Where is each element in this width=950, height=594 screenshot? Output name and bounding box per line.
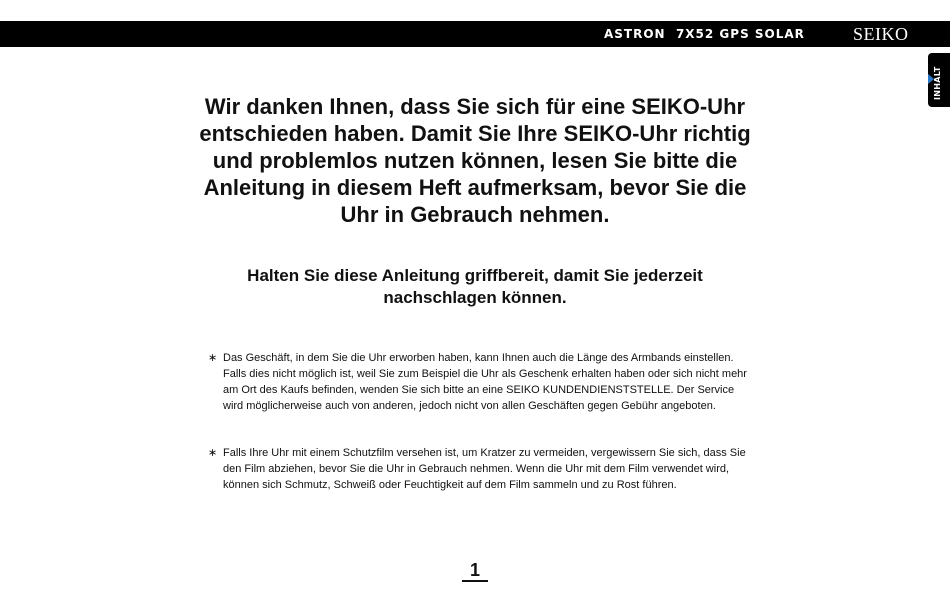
contents-tab-label: INHALT [933, 66, 942, 100]
note-text: Das Geschäft, in dem Sie die Uhr erworben haben, kann Ihnen auch die Länge des Armbands einstellen. Falls dies nicht möglich ist, weil Sie zum Beispiel die Uhr als Geschenk erhalten haben oder sich nicht mehr am Ort des Kaufs befinden, wenden Sie sich bitte an eine SEIKO KUNDENDIENSTSTELLE. Der Service wird möglicherweise auch von anderen, jedoch nicht von allen Geschäften gegen Gebühr angeboten. [223, 352, 747, 412]
document-title: ASTRON 7X52 GPS SOLAR [604, 27, 805, 41]
page-number: 1 [462, 561, 488, 582]
note-text: Falls Ihre Uhr mit einem Schutzfilm versehen ist, um Kratzer zu vermeiden, vergewissern Sie sich, dass Sie den Film abziehen, bevor Sie die Uhr in Gebrauch nehmen. Wenn die Uhr mit dem Film verwendet wird, können sich Schmutz, Schweiß oder Feuchtigkeit auf dem Film sammeln und zu Rost führen. [223, 447, 746, 491]
header-bar [0, 21, 950, 47]
asterisk-icon: ∗ [208, 352, 218, 364]
contents-tab[interactable] [928, 53, 950, 107]
page-heading: Wir danken Ihnen, dass Sie sich für eine SEIKO-Uhr entschieden haben. Damit Sie Ihre SEIKO-Uhr richtig und problemlos nutzen können, lesen Sie bitte die Anleitung in diesem Heft aufmerksam, bevor Sie die Uhr in Gebrauch nehmen. [199, 94, 751, 227]
note-item [208, 350, 748, 414]
seiko-logo: SEIKO [853, 24, 909, 44]
asterisk-icon: ∗ [208, 447, 218, 459]
page-subheading: Halten Sie diese Anleitung griffbereit, damit Sie jederzeit nachschlagen können. [247, 266, 703, 307]
note-item [208, 445, 748, 493]
